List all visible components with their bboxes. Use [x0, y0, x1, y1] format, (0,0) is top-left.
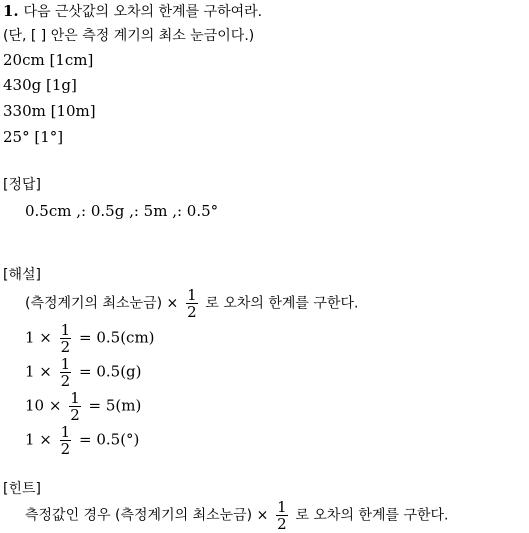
one-half-fraction [186, 287, 198, 320]
fraction-numerator: 1 [60, 355, 71, 373]
calc-line-3 [25, 390, 141, 423]
fraction-denominator: 2 [60, 440, 71, 458]
calc-right: = 5(m) [88, 396, 142, 415]
fraction-denominator: 2 [277, 515, 287, 533]
problem-number: 1. [3, 2, 19, 20]
problem-item-4: 25° [1°] [3, 128, 64, 146]
problem-item-3: 330m [10m] [3, 102, 96, 120]
fraction-numerator: 1 [60, 423, 71, 441]
answer-header: [정답] [3, 177, 41, 193]
fraction-numerator: 1 [187, 286, 197, 304]
fraction-denominator: 2 [60, 338, 71, 356]
rule-suffix: 로 오차의 한계를 구한다. [205, 295, 359, 312]
fraction-denominator: 2 [60, 372, 71, 390]
one-half-fraction [69, 390, 81, 423]
calc-right: = 0.5(g) [79, 362, 142, 381]
fraction-numerator: 1 [60, 321, 71, 339]
one-half-fraction [60, 356, 72, 389]
answer-text: 0.5cm ,: 0.5g ,: 5m ,: 0.5° [25, 202, 219, 220]
hint-header: [힌트] [3, 481, 41, 497]
fraction-denominator: 2 [187, 303, 197, 321]
calc-right: = 0.5(°) [79, 430, 140, 449]
hint-text [25, 499, 448, 532]
problem-item-2: 430g [1g] [3, 76, 77, 94]
calc-line-1 [25, 322, 155, 355]
problem-question: 다음 근삿값의 오차의 한계를 구하여라. [23, 4, 263, 20]
calc-left: 1 × [25, 430, 52, 449]
calc-left: 10 × [25, 396, 62, 415]
calc-line-4 [25, 424, 139, 457]
explanation-header: [해설] [3, 267, 41, 283]
one-half-fraction [276, 499, 288, 532]
problem-title [3, 2, 262, 21]
calc-right: = 0.5(cm) [79, 328, 155, 347]
explanation-rule [25, 287, 358, 320]
fraction-numerator: 1 [277, 498, 287, 516]
problem-note: (단, [ ] 안은 측정 계기의 최소 눈금이다.) [3, 28, 255, 44]
fraction-numerator: 1 [70, 389, 80, 407]
calc-left: 1 × [25, 328, 52, 347]
one-half-fraction [60, 322, 72, 355]
rule-prefix: (측정계기의 최소눈금) × [25, 295, 179, 312]
one-half-fraction [60, 424, 72, 457]
calc-left: 1 × [25, 362, 52, 381]
problem-item-1: 20cm [1cm] [3, 51, 94, 69]
fraction-denominator: 2 [70, 406, 80, 424]
hint-prefix: 측정값인 경우 (측정계기의 최소눈금) × [25, 507, 269, 524]
hint-suffix: 로 오차의 한계를 구한다. [295, 507, 449, 524]
calc-line-2 [25, 356, 142, 389]
